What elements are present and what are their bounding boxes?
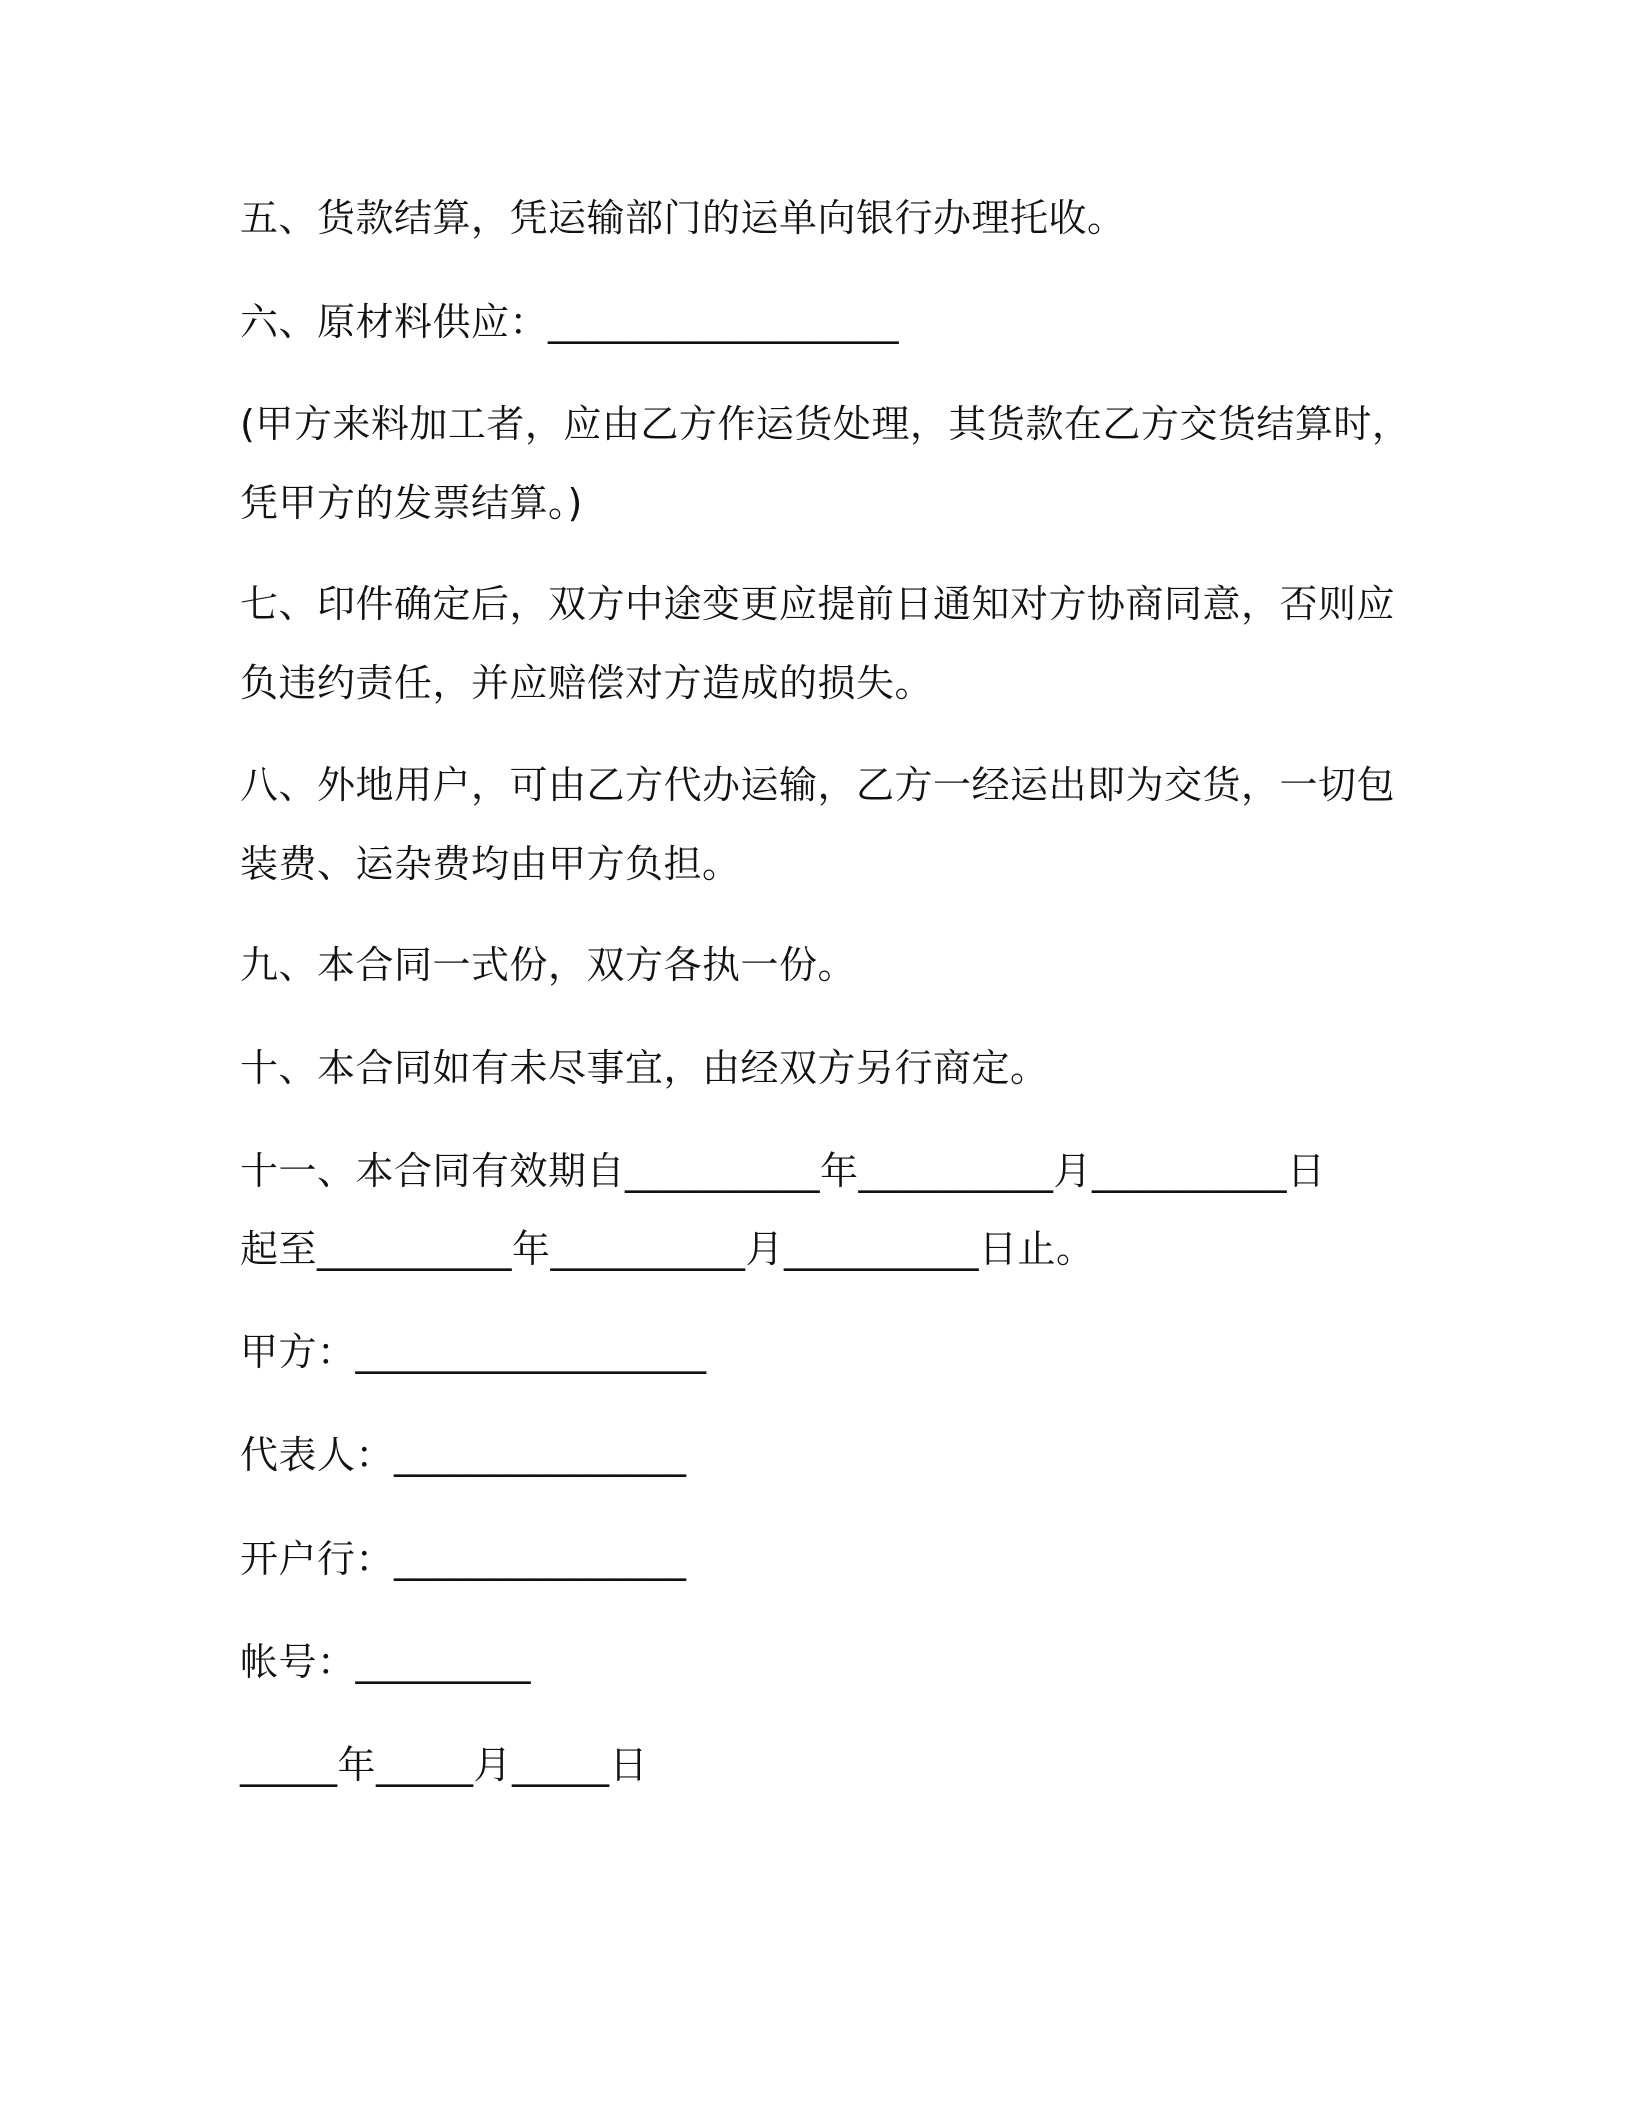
bank-line: 开户行：_______________ [240, 1537, 687, 1581]
clause-11-line-1: 十一、本合同有效期自__________年__________月__________日 [240, 1149, 1326, 1193]
clause-5-line: 五、货款结算，凭运输部门的运单向银行办理托收。 [240, 196, 1126, 240]
clause-7-line-1: 七、印件确定后，双方中途变更应提前日通知对方协商同意，否则应 [240, 582, 1396, 626]
clause-6-line: 六、原材料供应：__________________ [240, 300, 900, 344]
representative-line: 代表人：_______________ [240, 1433, 687, 1477]
clause-10-line: 十、本合同如有未尽事宜，由经双方另行商定。 [240, 1046, 1049, 1090]
date-line: _____年_____月_____日 [240, 1743, 649, 1787]
party-a-line: 甲方：__________________ [240, 1330, 707, 1374]
clause-8-line-1: 八、外地用户，可由乙方代办运输，乙方一经运出即为交货，一切包 [240, 763, 1396, 807]
account-line: 帐号：_________ [240, 1640, 532, 1684]
clause-9-line: 九、本合同一式份，双方各执一份。 [240, 943, 857, 987]
clause-8-line-2: 装费、运杂费均由甲方负担。 [240, 842, 741, 886]
clause-11-line-2: 起至__________年__________月__________日止。 [240, 1227, 1095, 1271]
clause-7-line-2: 负违约责任，并应赔偿对方造成的损失。 [240, 661, 934, 705]
clause-6-note-line-1: (甲方来料加工者，应由乙方作运货处理，其货款在乙方交货结算时， [240, 402, 1411, 446]
clause-6-note-line-2: 凭甲方的发票结算。) [240, 481, 583, 525]
